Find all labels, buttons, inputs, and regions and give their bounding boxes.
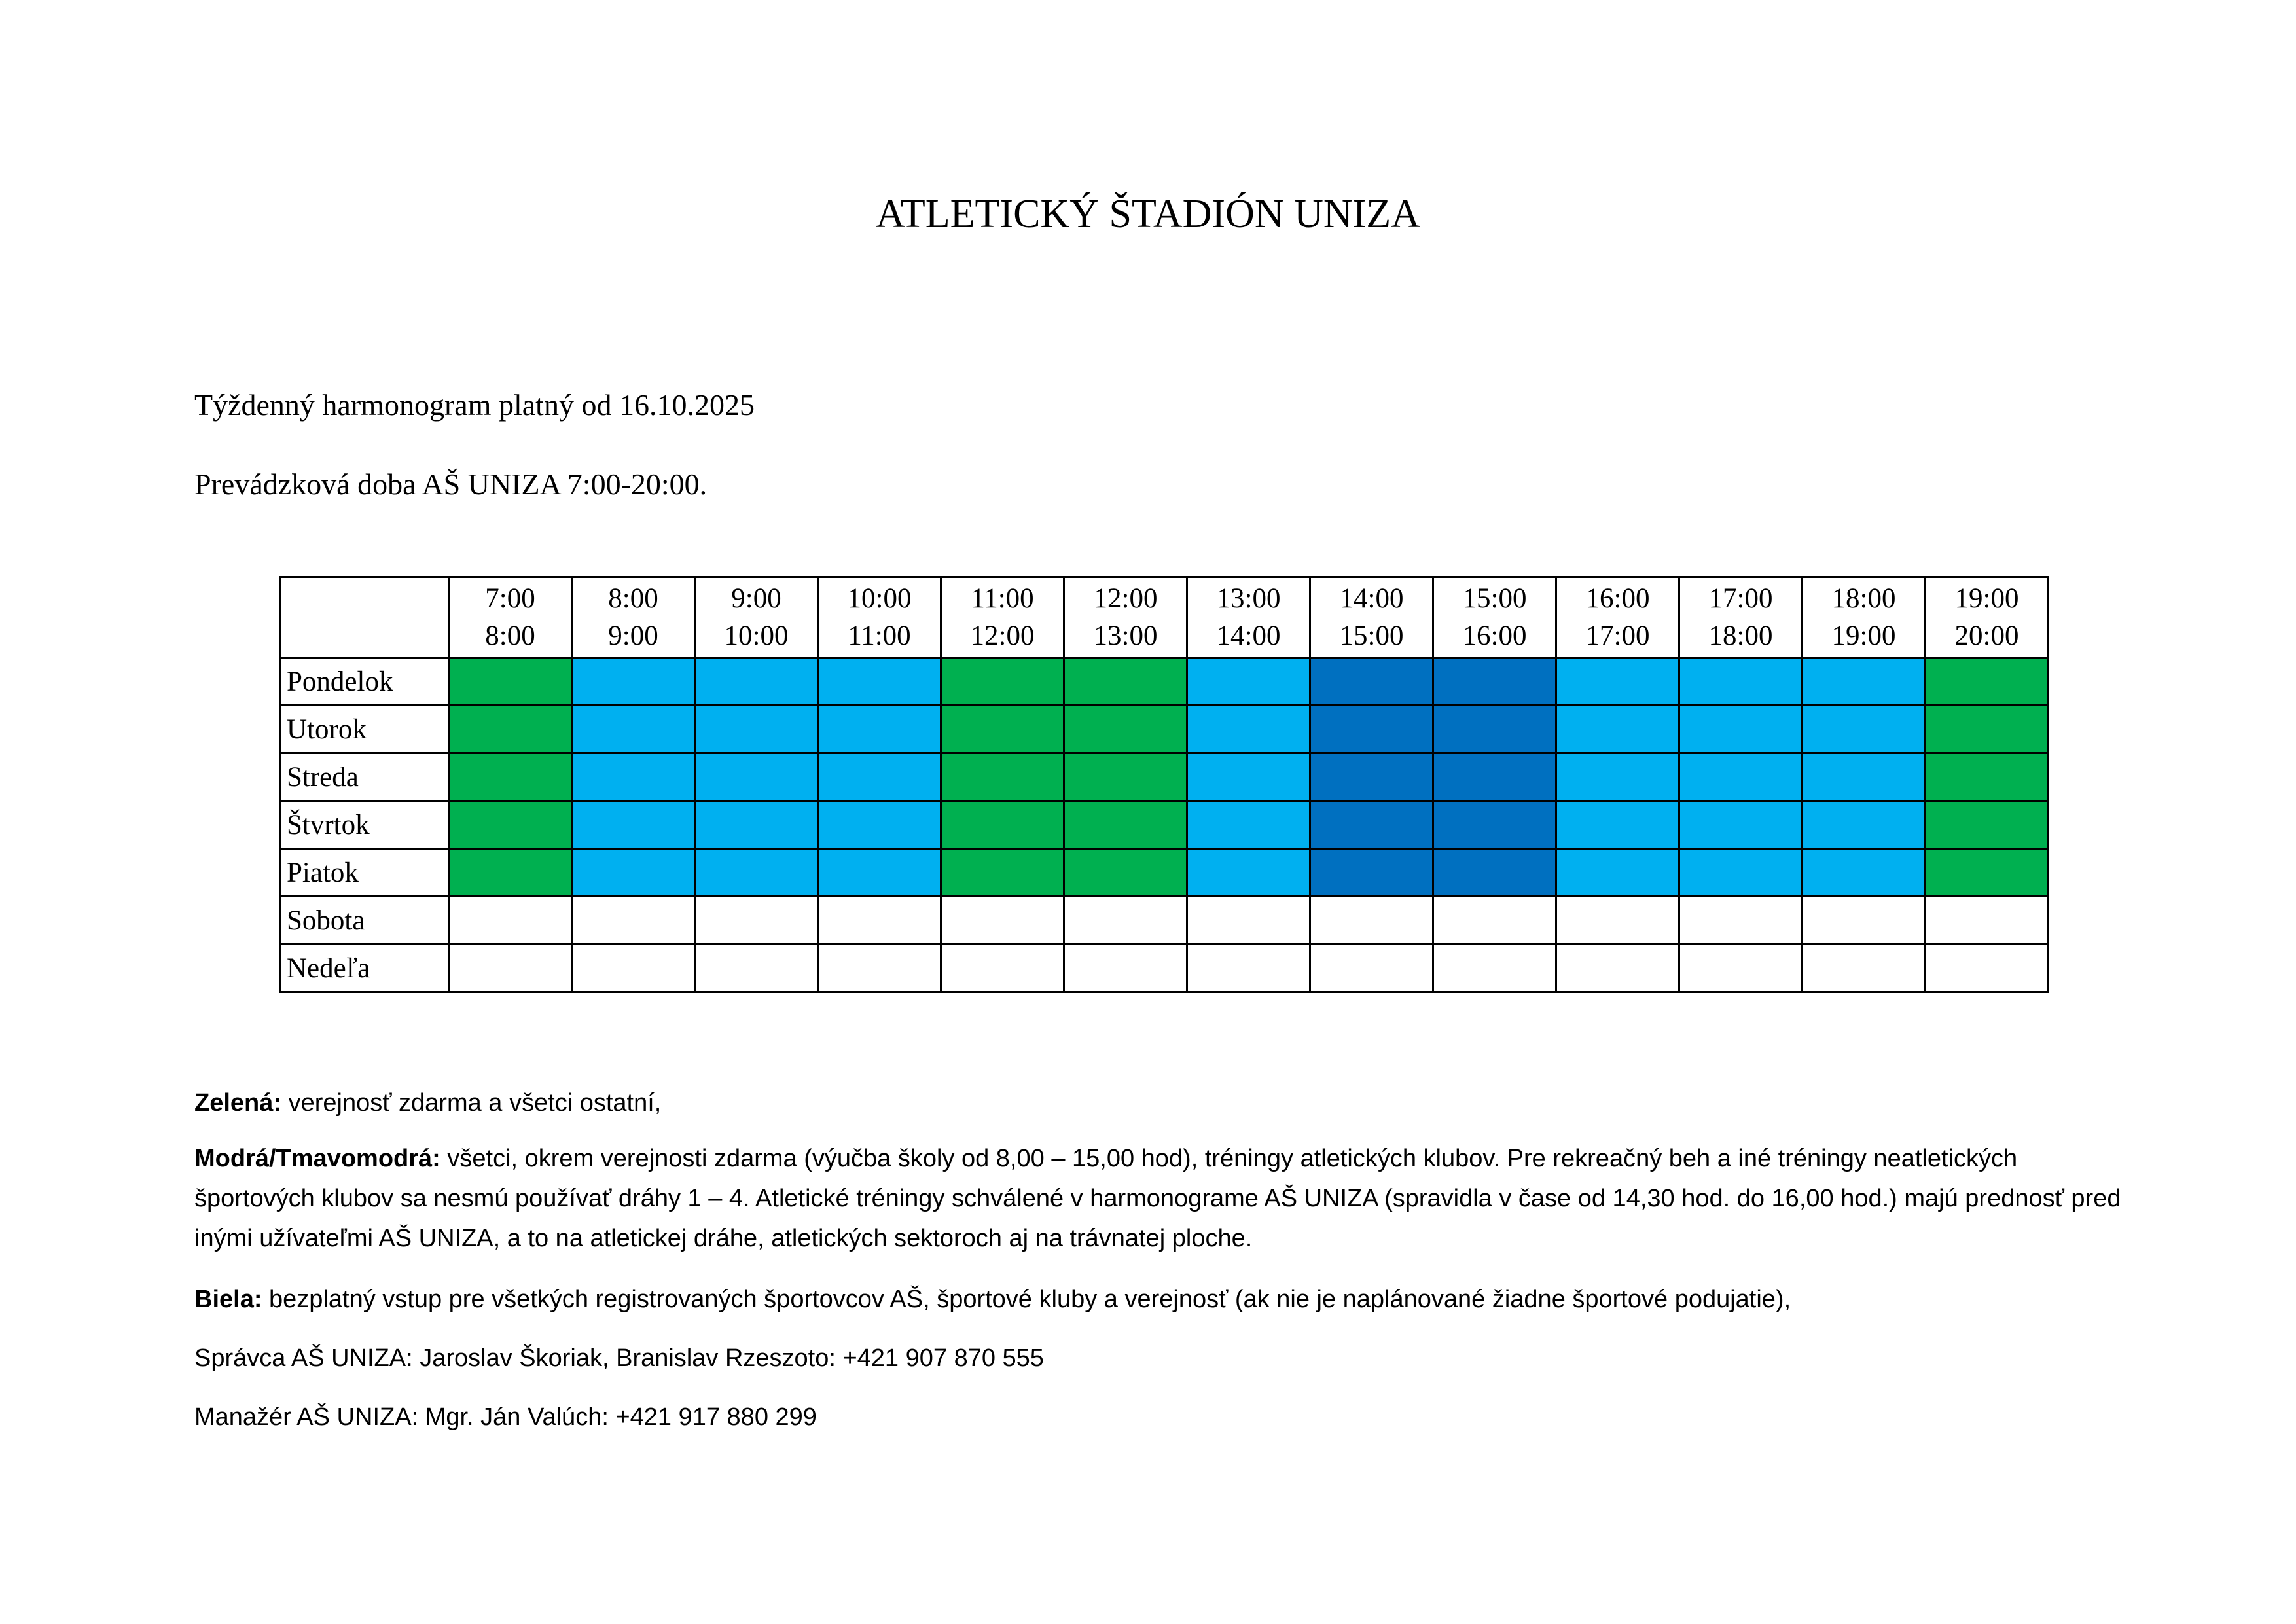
day-label: Streda xyxy=(281,753,449,801)
time-slot-header xyxy=(1679,577,1803,658)
schedule-row xyxy=(281,706,2049,753)
schedule-cell xyxy=(695,706,818,753)
schedule-cell xyxy=(1926,849,2049,897)
slot-end-time: 11:00 xyxy=(848,621,911,651)
slot-end-time: 19:00 xyxy=(1831,621,1896,651)
schedule-cell xyxy=(449,897,572,945)
schedule-cell xyxy=(941,897,1064,945)
schedule-cell xyxy=(572,658,695,706)
header-corner-cell xyxy=(281,577,449,658)
slot-start-time: 12:00 xyxy=(1093,583,1158,614)
time-slot-header xyxy=(1433,577,1556,658)
schedule-cell xyxy=(1556,658,1679,706)
schedule-cell xyxy=(1433,753,1556,801)
schedule-cell xyxy=(1803,706,1926,753)
day-label: Štvrtok xyxy=(281,801,449,849)
schedule-cell xyxy=(449,945,572,992)
legend-white-label: Biela: xyxy=(194,1286,262,1313)
schedule-cell xyxy=(572,706,695,753)
schedule-cell xyxy=(1926,753,2049,801)
schedule-cell xyxy=(1433,945,1556,992)
schedule-cell xyxy=(1926,801,2049,849)
schedule-cell xyxy=(1803,753,1926,801)
schedule-cell xyxy=(1187,706,1310,753)
schedule-cell xyxy=(818,801,941,849)
time-slot-header xyxy=(695,577,818,658)
operating-hours-text: Prevádzková doba AŠ UNIZA 7:00-20:00. xyxy=(194,467,708,501)
schedule-cell xyxy=(1310,897,1433,945)
day-label: Sobota xyxy=(281,897,449,945)
schedule-cell xyxy=(1187,658,1310,706)
slot-start-time: 10:00 xyxy=(847,583,912,614)
schedule-header-row xyxy=(281,577,2049,658)
schedule-cell xyxy=(818,706,941,753)
schedule-cell xyxy=(572,753,695,801)
legend-blue xyxy=(194,1139,2125,1259)
slot-end-time: 17:00 xyxy=(1585,621,1650,651)
schedule-cell xyxy=(941,945,1064,992)
time-slot-header xyxy=(818,577,941,658)
schedule-cell xyxy=(1679,897,1803,945)
schedule-cell xyxy=(449,753,572,801)
schedule-cell xyxy=(449,849,572,897)
schedule-row xyxy=(281,658,2049,706)
schedule-cell xyxy=(572,945,695,992)
schedule-cell xyxy=(941,753,1064,801)
schedule-row xyxy=(281,753,2049,801)
schedule-cell xyxy=(572,897,695,945)
slot-end-time: 9:00 xyxy=(608,621,658,651)
contact-manazer: Manažér AŠ UNIZA: Mgr. Ján Valúch: +421 917 880 299 xyxy=(194,1403,817,1431)
schedule-cell xyxy=(1556,801,1679,849)
slot-end-time: 10:00 xyxy=(724,621,789,651)
schedule-cell xyxy=(1187,897,1310,945)
slot-start-time: 19:00 xyxy=(1954,583,2019,614)
schedule-cell xyxy=(1187,945,1310,992)
time-slot-header xyxy=(1926,577,2049,658)
schedule-cell xyxy=(572,849,695,897)
schedule-cell xyxy=(1310,801,1433,849)
schedule-row xyxy=(281,849,2049,897)
validity-text: Týždenný harmonogram platný od 16.10.2025 xyxy=(194,388,755,422)
schedule-cell xyxy=(818,753,941,801)
schedule-cell xyxy=(1679,945,1803,992)
schedule-cell xyxy=(695,945,818,992)
schedule-cell xyxy=(1433,897,1556,945)
slot-start-time: 11:00 xyxy=(971,583,1034,614)
contact-spravca: Správca AŠ UNIZA: Jaroslav Škoriak, Branislav Rzeszoto: +421 907 870 555 xyxy=(194,1344,1044,1372)
schedule-row xyxy=(281,897,2049,945)
schedule-cell xyxy=(1064,945,1187,992)
time-slot-header xyxy=(449,577,572,658)
slot-end-time: 14:00 xyxy=(1216,621,1281,651)
schedule-cell xyxy=(1433,706,1556,753)
schedule-cell xyxy=(1064,658,1187,706)
schedule-cell xyxy=(1679,706,1803,753)
slot-start-time: 8:00 xyxy=(608,583,658,614)
schedule-cell xyxy=(941,706,1064,753)
schedule-cell xyxy=(572,801,695,849)
time-slot-header xyxy=(1556,577,1679,658)
schedule-cell xyxy=(818,945,941,992)
legend-blue-label: Modrá/Tmavomodrá: xyxy=(194,1145,440,1172)
schedule-cell xyxy=(1433,801,1556,849)
schedule-cell xyxy=(818,897,941,945)
schedule-cell xyxy=(449,658,572,706)
schedule-cell xyxy=(1187,753,1310,801)
legend-green-text: verejnosť zdarma a všetci ostatní, xyxy=(281,1089,662,1117)
legend-white xyxy=(194,1280,2125,1320)
day-label: Pondelok xyxy=(281,658,449,706)
schedule-cell xyxy=(1679,801,1803,849)
schedule-cell xyxy=(1064,753,1187,801)
day-label: Utorok xyxy=(281,706,449,753)
schedule-cell xyxy=(1064,897,1187,945)
schedule-cell xyxy=(1803,945,1926,992)
schedule-cell xyxy=(1556,753,1679,801)
slot-start-time: 16:00 xyxy=(1585,583,1650,614)
schedule-cell xyxy=(1064,849,1187,897)
schedule-cell xyxy=(1310,945,1433,992)
schedule-cell xyxy=(1803,897,1926,945)
time-slot-header xyxy=(1310,577,1433,658)
schedule-cell xyxy=(449,706,572,753)
time-slot-header xyxy=(572,577,695,658)
schedule-cell xyxy=(1926,897,2049,945)
slot-end-time: 12:00 xyxy=(970,621,1035,651)
schedule-cell xyxy=(1310,849,1433,897)
schedule-cell xyxy=(1679,849,1803,897)
slot-start-time: 9:00 xyxy=(731,583,781,614)
slot-start-time: 17:00 xyxy=(1708,583,1773,614)
schedule-cell xyxy=(1556,706,1679,753)
schedule-cell xyxy=(1926,706,2049,753)
schedule-cell xyxy=(1433,658,1556,706)
legend-blue-text: všetci, okrem verejnosti zdarma (výučba školy od 8,00 – 15,00 hod), tréningy atletických klubov. Pre rekreačný beh a iné tréningy neatletických športových klubov sa nesmú používať dráhy 1 – 4. Atletické tréningy schválené v harmonograme AŠ UNIZA (spravidla v čase od 14,30 hod. do 16,00 hod.) majú prednosť pred inými užívateľmi AŠ UNIZA, a to na atletickej dráhe, atletických sektoroch aj na trávnatej ploche. xyxy=(194,1145,2121,1252)
schedule-cell xyxy=(695,801,818,849)
slot-end-time: 16:00 xyxy=(1462,621,1527,651)
schedule-cell xyxy=(941,849,1064,897)
schedule-cell xyxy=(1926,658,2049,706)
schedule-cell xyxy=(818,658,941,706)
slot-end-time: 20:00 xyxy=(1954,621,2019,651)
time-slot-header xyxy=(941,577,1064,658)
schedule-cell xyxy=(1556,897,1679,945)
slot-start-time: 18:00 xyxy=(1831,583,1896,614)
schedule-cell xyxy=(695,658,818,706)
schedule-cell xyxy=(449,801,572,849)
legend-green-label: Zelená: xyxy=(194,1089,282,1117)
day-label: Nedeľa xyxy=(281,945,449,992)
schedule-cell xyxy=(1803,658,1926,706)
schedule-cell xyxy=(941,801,1064,849)
legend-green xyxy=(194,1083,2125,1123)
schedule-cell xyxy=(1187,849,1310,897)
schedule-cell xyxy=(941,658,1064,706)
schedule-cell xyxy=(1310,753,1433,801)
slot-start-time: 13:00 xyxy=(1216,583,1281,614)
schedule-row xyxy=(281,801,2049,849)
schedule-cell xyxy=(695,849,818,897)
schedule-cell xyxy=(1556,849,1679,897)
slot-start-time: 7:00 xyxy=(485,583,535,614)
schedule-cell xyxy=(1064,801,1187,849)
schedule-cell xyxy=(1926,945,2049,992)
schedule-cell xyxy=(1803,801,1926,849)
schedule-cell xyxy=(1310,658,1433,706)
page-title: ATLETICKÝ ŠTADIÓN UNIZA xyxy=(876,192,1420,236)
slot-end-time: 15:00 xyxy=(1339,621,1404,651)
time-slot-header xyxy=(1064,577,1187,658)
schedule-cell xyxy=(1064,706,1187,753)
schedule-cell xyxy=(695,753,818,801)
day-label: Piatok xyxy=(281,849,449,897)
schedule-cell xyxy=(1803,849,1926,897)
schedule-cell xyxy=(1310,706,1433,753)
slot-start-time: 15:00 xyxy=(1462,583,1527,614)
schedule-cell xyxy=(695,897,818,945)
schedule-row xyxy=(281,945,2049,992)
slot-end-time: 8:00 xyxy=(485,621,535,651)
schedule-cell xyxy=(1679,658,1803,706)
slot-start-time: 14:00 xyxy=(1339,583,1404,614)
slot-end-time: 18:00 xyxy=(1708,621,1773,651)
schedule-cell xyxy=(1187,801,1310,849)
schedule-cell xyxy=(1679,753,1803,801)
time-slot-header xyxy=(1187,577,1310,658)
legend-white-text: bezplatný vstup pre všetkých registrovaných športovcov AŠ, športové kluby a verejnosť (ak nie je naplánované žiadne športové podujatie), xyxy=(262,1286,1791,1313)
schedule-cell xyxy=(1433,849,1556,897)
schedule-cell xyxy=(818,849,941,897)
schedule-cell xyxy=(1556,945,1679,992)
slot-end-time: 13:00 xyxy=(1093,621,1158,651)
time-slot-header xyxy=(1803,577,1926,658)
schedule-table xyxy=(279,576,2049,993)
